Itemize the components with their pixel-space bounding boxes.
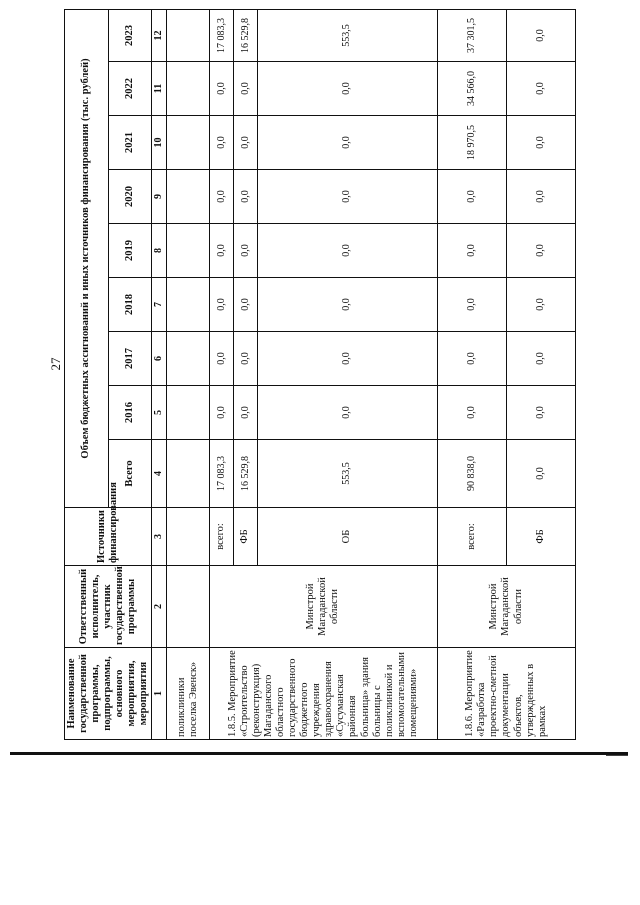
header-year: 2019 <box>108 224 152 278</box>
column-index: 1 <box>152 648 167 740</box>
cell-value: 0,0 <box>506 116 575 170</box>
cell-value: 0,0 <box>257 224 437 278</box>
table-row <box>209 9 233 739</box>
header-year: 2018 <box>108 278 152 332</box>
column-index: 2 <box>152 566 167 648</box>
cell-value: 34 566,0 <box>437 62 506 116</box>
cell-value: 0,0 <box>506 9 575 61</box>
cell-value: 0,0 <box>233 278 257 332</box>
cell-value: 0,0 <box>209 224 233 278</box>
cell-executor: Минстрой Магаданской области <box>437 566 576 648</box>
funding-table <box>64 9 576 740</box>
cell-name: 1.8.6. Мероприятие «Разработка проектно-сметной документации объектов, утвержденных в рамках <box>437 648 576 740</box>
header-year: 2017 <box>108 332 152 386</box>
cell-value: 0,0 <box>506 332 575 386</box>
cell-value: 0,0 <box>257 116 437 170</box>
header-year: 2016 <box>108 386 152 440</box>
cell-value: 0,0 <box>257 332 437 386</box>
column-index: 5 <box>152 386 167 440</box>
funding-table-container <box>64 10 548 740</box>
cell-value: 0,0 <box>506 386 575 440</box>
column-index: 3 <box>152 508 167 566</box>
header-total: Всего <box>108 440 152 508</box>
cell-source: ФБ <box>506 508 575 566</box>
column-index: 7 <box>152 278 167 332</box>
cell-value: 17 083,3 <box>209 9 233 61</box>
cell-name: поликлиники поселка Эвенск» <box>166 648 209 740</box>
column-index: 4 <box>152 440 167 508</box>
header-funding-group: Объем бюджетных ассигнований и иных источников финансирования (тыс. рублей) <box>65 9 109 507</box>
page-number: 27 <box>48 357 63 371</box>
cell-value: 0,0 <box>233 224 257 278</box>
cell-value: 18 970,5 <box>437 116 506 170</box>
cell-executor: Минстрой Магаданской области <box>209 566 437 648</box>
cell-value: 0,0 <box>209 386 233 440</box>
cell-value: 0,0 <box>233 170 257 224</box>
column-index-row <box>152 9 167 739</box>
cell-value: 553,5 <box>257 9 437 61</box>
cell-value: 0,0 <box>437 224 506 278</box>
cell-value: 0,0 <box>209 332 233 386</box>
cell-value: 0,0 <box>506 278 575 332</box>
table-row <box>437 9 506 739</box>
cell-value: 0,0 <box>437 386 506 440</box>
column-index: 12 <box>152 9 167 61</box>
column-index: 8 <box>152 224 167 278</box>
cell-value: 0,0 <box>506 62 575 116</box>
cell-value: 0,0 <box>233 386 257 440</box>
cell-value: 0,0 <box>506 224 575 278</box>
cell-value: 0,0 <box>209 278 233 332</box>
column-index: 6 <box>152 332 167 386</box>
cell-source: всего: <box>437 508 506 566</box>
cell-value: 0,0 <box>233 332 257 386</box>
header-source: Источники финансирования <box>65 508 152 566</box>
scan-edge-line <box>606 755 628 756</box>
cell-value: 0,0 <box>209 62 233 116</box>
header-year: 2023 <box>108 9 152 61</box>
cell-value: 16 529,8 <box>233 9 257 61</box>
cell-source: ФБ <box>233 508 257 566</box>
page-footer-rule <box>10 752 628 755</box>
header-year: 2022 <box>108 62 152 116</box>
header-executor: Ответственный исполнитель, участник государственной программы <box>65 566 152 648</box>
cell-value: 0,0 <box>257 62 437 116</box>
cell-value: 0,0 <box>209 170 233 224</box>
cell-value: 0,0 <box>233 116 257 170</box>
cell-value: 0,0 <box>233 62 257 116</box>
cell-value: 37 301,5 <box>437 9 506 61</box>
cell-value: 0,0 <box>209 116 233 170</box>
column-index: 9 <box>152 170 167 224</box>
cell-value: 0,0 <box>257 386 437 440</box>
table-row <box>166 9 209 739</box>
header-year: 2020 <box>108 170 152 224</box>
cell-value: 0,0 <box>437 278 506 332</box>
cell-name: 1.8.5. Мероприятие «Строительство (реконструкция) Магаданского областного государственного бюджетного учреждения здравоохранения «Сусуманская районная больница» здания больницы с поликлиникой и вспомогательными помещениями» <box>209 648 437 740</box>
cell-total: 17 083,3 <box>209 440 233 508</box>
cell-total: 90 838,0 <box>437 440 506 508</box>
cell-value: 0,0 <box>506 170 575 224</box>
column-index: 10 <box>152 116 167 170</box>
cell-source: всего: <box>209 508 233 566</box>
cell-total: 16 529,8 <box>233 440 257 508</box>
cell-value: 0,0 <box>437 332 506 386</box>
cell-total: 553,5 <box>257 440 437 508</box>
header-year: 2021 <box>108 116 152 170</box>
cell-value: 0,0 <box>257 170 437 224</box>
header-name: Наименование государственной программы, подпрограммы, основного мероприятия, мероприятия <box>65 648 152 740</box>
cell-value: 0,0 <box>257 278 437 332</box>
cell-total: 0,0 <box>506 440 575 508</box>
column-index: 11 <box>152 62 167 116</box>
cell-source: ОБ <box>257 508 437 566</box>
cell-value: 0,0 <box>437 170 506 224</box>
